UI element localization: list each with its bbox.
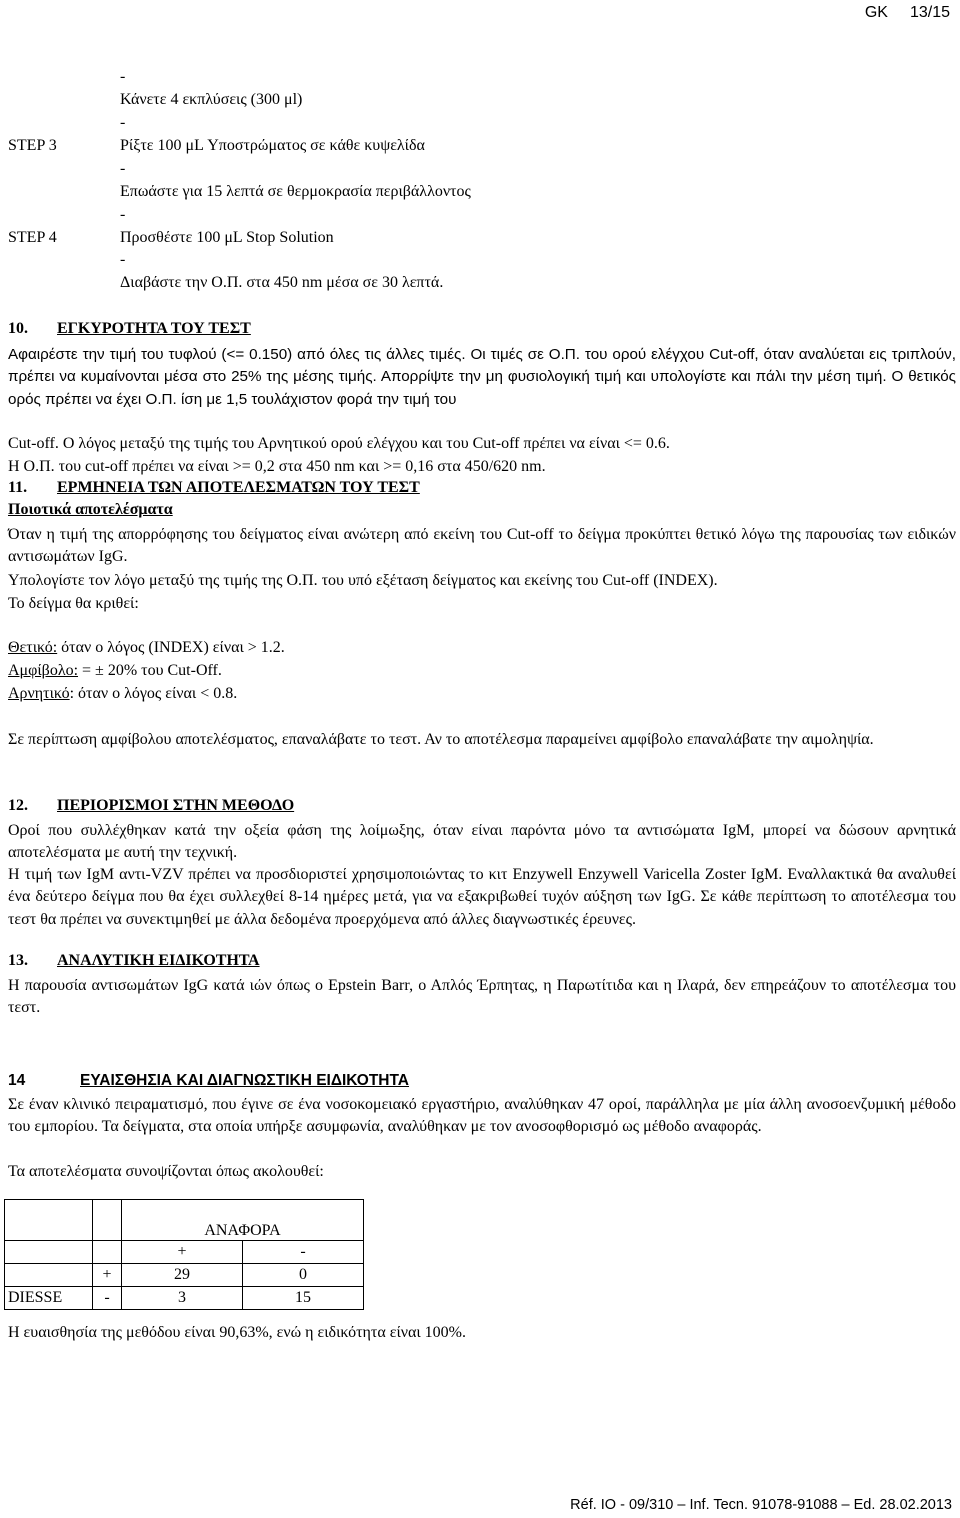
results-table — [4, 1199, 364, 1310]
paragraph: Το δείγμα θα κριθεί: — [8, 595, 139, 612]
column-minus: - — [243, 1241, 364, 1264]
section-number: 10. — [8, 320, 28, 337]
paragraph: Η ευαισθησία της μεθόδου είναι 90,63%, ενώ η ειδικότητα είναι 100%. — [8, 1324, 466, 1341]
paragraph: Τα αποτελέσματα συνοψίζονται όπως ακολουθεί: — [8, 1163, 324, 1180]
positive-criterion — [8, 639, 285, 657]
table-cell — [93, 1241, 122, 1264]
paragraph: Σε έναν κλινικό πειραματισμό, που έγινε σε ένα νοσοκομειακό εργαστήριο, αναλύθηκαν 47 οροί, παράλληλα με μία άλλη ανοσοενζυμική μέθοδο του εμπορίου. Τα δείγματα, στα οποία υπήρξε ασυμφωνία, αναλύθηκαν με τον ανοσοφθορισμό ως μέθοδο αναφοράς. — [8, 1096, 956, 1136]
step-4-label: STEP 4 — [8, 229, 57, 246]
section-10-text-c — [8, 456, 956, 478]
section-11-subtitle — [8, 501, 173, 519]
page-number: 13/15 — [909, 4, 950, 21]
table-row — [5, 1264, 364, 1287]
step-item-5: Διαβάστε την Ο.Π. στα 450 nm μέσα σε 30 λεπτά. — [120, 274, 444, 291]
section-13-text — [8, 975, 956, 1020]
dash: - — [120, 160, 126, 177]
table-cell — [93, 1200, 122, 1241]
row-label: DIESSE — [5, 1287, 93, 1310]
section-number: 13. — [8, 952, 28, 969]
paragraph: Αφαιρέστε την τιμή του τυφλού (<= 0.150) από όλες τις άλλες τιμές. Οι τιμές σε Ο.Π. του ορού ελέγχου Cut-off, όταν αναλύεται εις τριπλούν, πρέπει να κυμαίνονται μέσα στο 25% της μέσης τιμής. Απορρίψτε την μη φυσιολογική τιμή και υπολογίστε και πάλι την μέση τιμή. Ο θετικός ορός πρέπει να έχει Ο.Π. ίση με 1,5 τουλάχιστον φορά την τιμή του — [8, 346, 956, 408]
step-item-2: Ρίξτε 100 μL Υποστρώματος σε κάθε κυψελίδα — [120, 137, 425, 154]
positive-text: όταν ο λόγος (INDEX) είναι > 1.2. — [57, 639, 285, 656]
section-14-text-a — [8, 1094, 956, 1139]
step-item-4: Προσθέστε 100 μL Stop Solution — [120, 229, 334, 246]
section-12-text-b — [8, 864, 956, 931]
table-cell — [5, 1264, 93, 1287]
column-plus: + — [122, 1241, 243, 1264]
section-11-repeat — [8, 729, 956, 751]
section-13-heading — [8, 952, 260, 970]
section-14-heading — [8, 1072, 409, 1090]
dash: - — [120, 68, 126, 85]
dash: - — [120, 114, 126, 131]
paragraph: Η παρουσία αντισωμάτων IgG κατά ιών όπως ο Epstein Barr, ο Απλός Έρπητας, η Παρωτίτιδα και η Ιλαρά, δεν επηρεάζουν το αποτέλεσμα του τεστ. — [8, 977, 956, 1017]
paragraph: Υπολογίστε τον λόγο μεταξύ της τιμής της Ο.Π. του υπό εξέταση δείγματος και εκείνης του Cut-off (INDEX). — [8, 572, 718, 589]
paragraph: Σε περίπτωση αμφίβολου αποτελέσματος, επαναλάβατε το τεστ. Αν το αποτέλεσμα παραμείνει αμφίβολο επαναλάβατε την αιμοληψία. — [8, 731, 874, 748]
section-10-text-b — [8, 433, 956, 455]
paragraph: Όταν η τιμή της απορρόφησης του δείγματος είναι ανώτερη από εκείνη του Cut-off το δείγμα προκύπτει θετικό λόγω της παρουσίας των ειδικών αντισωμάτων IgG. — [8, 526, 956, 566]
page-header — [865, 4, 950, 22]
section-14-conclusion — [8, 1324, 466, 1342]
subtitle: Ποιοτικά αποτελέσματα — [8, 501, 173, 518]
step-item-3: Επωάστε για 15 λεπτά σε θερμοκρασία περιβάλλοντος — [120, 183, 471, 200]
negative-text: : όταν ο λόγος είναι < 0.8. — [69, 685, 238, 702]
section-title: ΕΡΜΗΝΕΙΑ ΤΩΝ ΑΠΟΤΕΛΕΣΜΑΤΩΝ ΤΟΥ ΤΕΣΤ — [57, 479, 420, 496]
section-number: 14 — [8, 1072, 26, 1089]
row-minus: - — [93, 1287, 122, 1310]
step-3-label: STEP 3 — [8, 137, 57, 154]
language-code: GK — [864, 4, 888, 21]
paragraph: Cut-off. Ο λόγος μεταξύ της τιμής του Αρνητικού ορού ελέγχου και του Cut-off πρέπει να είναι <= 0.6. — [8, 435, 670, 452]
dash: - — [120, 251, 126, 268]
section-12-text-a — [8, 820, 956, 865]
paragraph: Η Ο.Π. του cut-off πρέπει να είναι >= 0,2 στα 450 nm και >= 0,16 στα 450/620 nm. — [8, 458, 546, 475]
section-title: ΑΝΑΛΥΤΙΚΗ ΕΙΔΙΚΟΤΗΤΑ — [57, 952, 260, 969]
dash: - — [120, 206, 126, 223]
row-plus: + — [93, 1264, 122, 1287]
negative-label: Αρνητικό — [8, 685, 70, 702]
paragraph: Οροί που συλλέχθηκαν κατά την οξεία φάση της λοίμωξης, όταν είναι παρόντα μόνο τα αντισώματα IgM, μπορεί να δώσουν αρνητικά αποτελέσματα με αυτή την τεχνική. — [8, 822, 956, 862]
section-11-text-a — [8, 524, 956, 569]
cell-plus-minus: 0 — [243, 1264, 364, 1287]
equivocal-criterion — [8, 662, 222, 680]
section-11-text-b — [8, 570, 956, 592]
section-11-heading — [8, 479, 420, 497]
section-10-text — [8, 344, 956, 411]
cell-minus-plus: 3 — [122, 1287, 243, 1310]
negative-criterion — [8, 685, 237, 703]
section-10-heading — [8, 320, 251, 338]
paragraph: Η τιμή των IgM αντι-VZV πρέπει να προσδιοριστεί χρησιμοποιώντας το κιτ Enzywell Enzywell Varicella Zoster IgM. Εναλλακτικά θα αναλυθεί ένα δεύτερο δείγμα που θα έχει συλλεχθεί 8-14 ημέρες μετά, για να εξακριβωθεί τυχόν αύξηση των IgG. Σε κάθε περίπτωση το αποτέλεσμα του τεστ θα πρέπει να συνεκτιμηθεί με άλλα δεδομένα προερχόμενα από άλλες διαγνωστικές έρευνες. — [8, 866, 956, 928]
section-title: ΕΓΚΥΡΟΤΗΤΑ ΤΟΥ ΤΕΣΤ — [57, 320, 251, 337]
positive-label: Θετικό: — [8, 639, 58, 656]
section-number: 12. — [8, 797, 28, 814]
section-11-text-c — [8, 593, 956, 615]
section-title: ΠΕΡΙΟΡΙΣΜΟΙ ΣΤΗΝ ΜΕΘΟΔΟ — [57, 797, 295, 814]
cell-minus-minus: 15 — [243, 1287, 364, 1310]
equivocal-label: Αμφίβολο: — [8, 662, 79, 679]
equivocal-text: = ± 20% του Cut-Off. — [78, 662, 222, 679]
step-item-1: Κάνετε 4 εκπλύσεις (300 μl) — [120, 91, 303, 108]
cell-plus-plus: 29 — [122, 1264, 243, 1287]
table-cell — [5, 1200, 93, 1241]
table-cell — [5, 1241, 93, 1264]
table-row — [5, 1200, 364, 1241]
section-number: 11. — [8, 479, 28, 496]
table-row — [5, 1241, 364, 1264]
section-12-heading — [8, 797, 294, 815]
section-14-text-b — [8, 1161, 956, 1183]
table-row — [5, 1287, 364, 1310]
reference-header: ΑΝΑΦΟΡΑ — [122, 1200, 364, 1241]
page-footer: Réf. IO - 09/310 – Inf. Tecn. 91078-91088 – Ed. 28.02.2013 — [570, 1497, 952, 1513]
section-title: ΕΥΑΙΣΘΗΣΙΑ ΚΑΙ ΔΙΑΓΝΩΣΤΙΚΗ ΕΙΔΙΚΟΤΗΤΑ — [80, 1072, 410, 1089]
